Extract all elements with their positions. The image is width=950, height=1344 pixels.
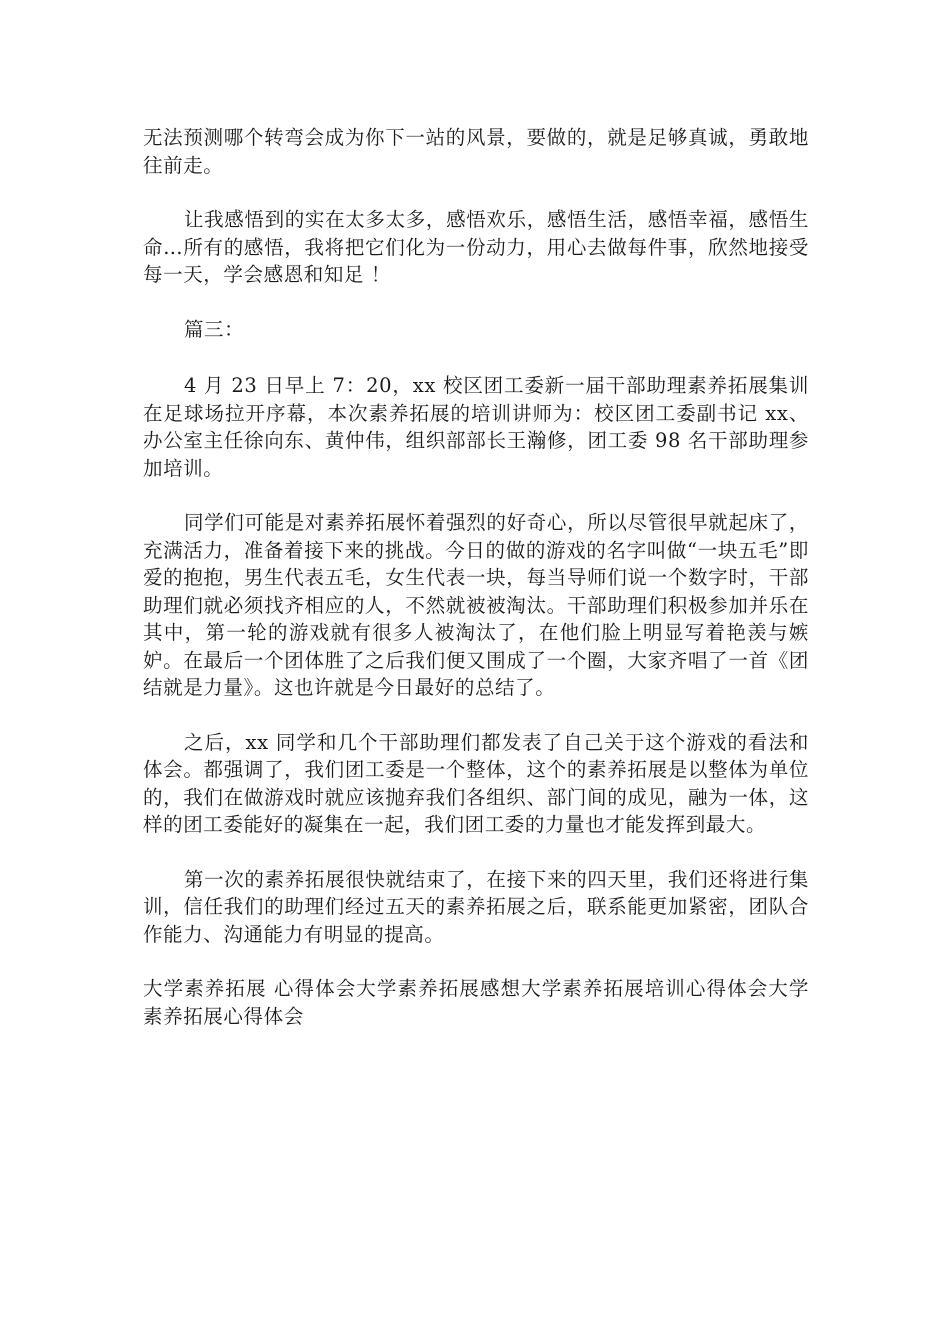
paragraph-game-description: 同学们可能是对素养拓展怀着强烈的好奇心，所以尽管很早就起床了，充满活力，准备着接下来的挑战。今日的做的游戏的名字叫做“一块五毛”即爱的抱抱，男生代表五毛，女生代表一块，每当导师们说一个数字时，干部助理们就必须找齐相应的人，不然就被被淘汰。干部助理们积极参加并乐在其中，第一轮的游戏就有很多人被淘汰了，在他们脸上明显写着艳羡与嫉妒。在最后一个团体胜了之后我们便又围成了一个圈，大家齐唱了一首《团结就是力量》。这也许就是今日最好的总结了。 — [143, 511, 809, 699]
paragraph-conclusion: 第一次的素养拓展很快就结束了，在接下来的四天里，我们还将进行集训，信任我们的助理们经过五天的素养拓展之后，联系能更加紧密，团队合作能力、沟通能力有明显的提高。 — [143, 867, 809, 946]
paragraph-reflection: 让我感悟到的实在太多太多，感悟欢乐，感悟生活，感悟幸福，感悟生命…所有的感悟，我将把它们化为一份动力，用心去做每件事，欣然地接受每一天，学会感恩和知足 ！ — [143, 208, 809, 286]
paragraph-closing-line: 无法预测哪个转弯会成为你下一站的风景，要做的，就是足够真诚，勇敢地往前走。 — [143, 126, 809, 177]
document-body — [143, 124, 809, 1057]
related-topics-footer: 大学素养拓展 心得体会大学素养拓展感想大学素养拓展培训心得体会大学素养拓展心得体会 — [143, 977, 809, 1028]
section-heading-part-three: 篇三： — [183, 317, 245, 341]
paragraph-discussion: 之后，xx 同学和几个干部助理们都发表了自己关于这个游戏的看法和体会。都强调了，我们团工委是一个整体，这个的素养拓展是以整体为单位的，我们在做游戏时就应该抛弃我们各组织、部门间的成见，融为一体，这样的团工委能好的凝集在一起，我们团工委的力量也才能发挥到最大。 — [143, 730, 809, 836]
paragraph-event-intro: 4 月 23 日早上 7：20，xx 校区团工委新一届干部助理素养拓展集训在足球场拉开序幕，本次素养拓展的培训讲师为：校区团工委副书记 xx、办公室主任徐向东、黄仲伟，组织部部长王瀚修，团工委 98 名干部助理参加培训。 — [143, 374, 809, 480]
